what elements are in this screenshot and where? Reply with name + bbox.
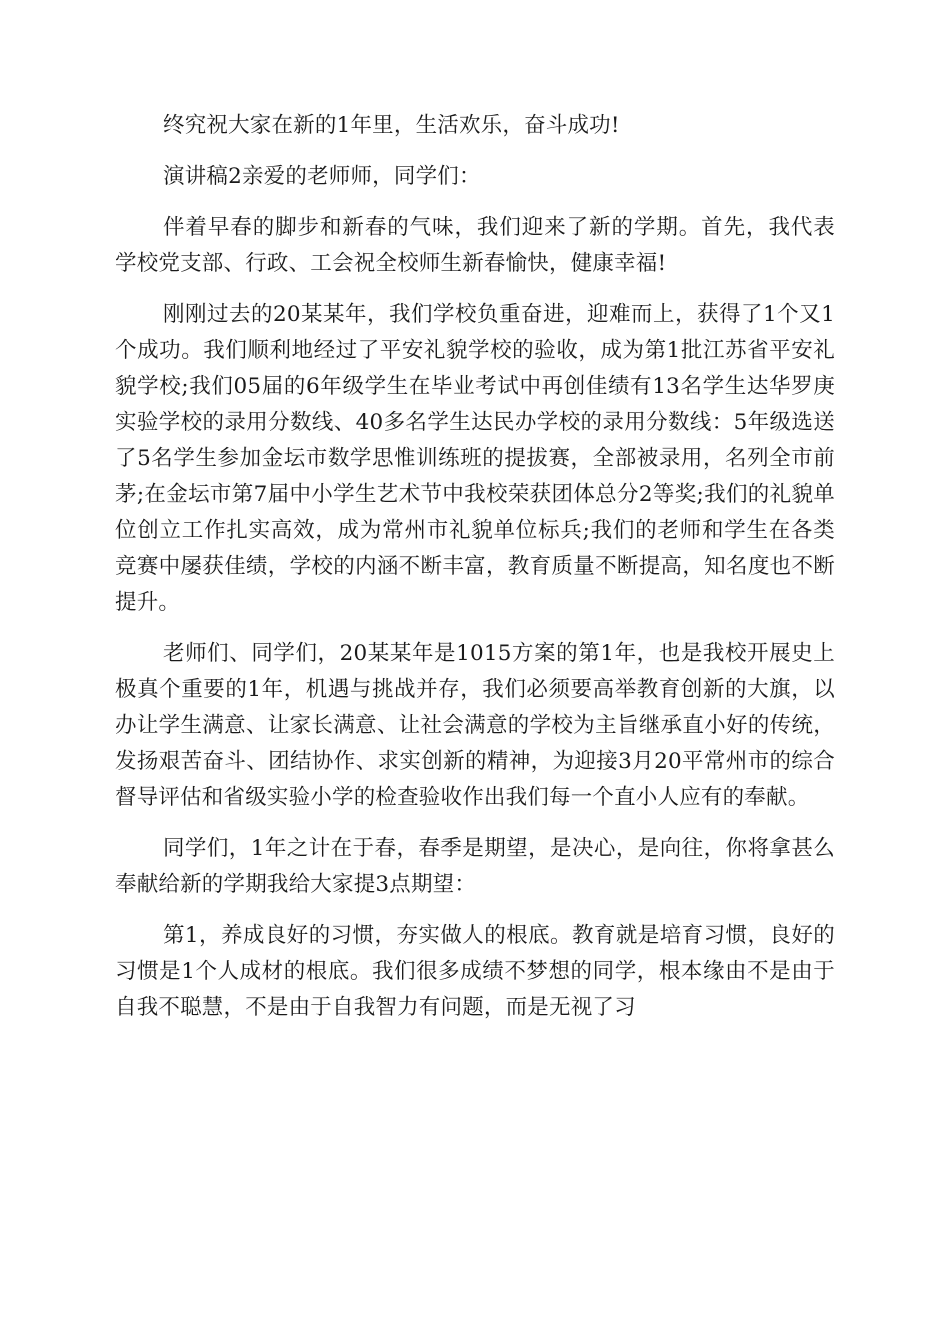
paragraph-new-semester: 伴着早春的脚步和新春的气味，我们迎来了新的学期。首先，我代表学校党支部、行政、工会祝全校师生新春愉快，健康幸福!: [115, 215, 835, 276]
paragraph-achievements: 刚刚过去的20某某年，我们学校负重奋进，迎难而上，获得了1个又1个成功。我们顺利地经过了平安礼貌学校的验收，成为第1批江苏省平安礼貌学校;我们05届的6年级学生在毕业考试中再创佳绩有13名学生达华罗庚实验学校的录用分数线、40多名学生达民办学校的录用分数线：5年级选送了5名学生参加金坛市数学思惟训练班的提拔赛，全部被录用，名列全市前茅;在金坛市第7届中小学生艺术节中我校荣获团体总分2等奖;我们的礼貌单位创立工作扎实高效，成为常州市礼貌单位标兵;我们的老师和学生在各类竞赛中屡获佳绩，学校的内涵不断丰富，教育质量不断提高，知名度也不断提升。: [115, 302, 835, 615]
paragraph-expectations-intro: 同学们，1年之计在于春，春季是期望，是决心，是向往，你将拿甚么奉献给新的学期我给大家提3点期望：: [115, 836, 835, 897]
paragraph-speech-greeting: 演讲稿2亲爱的老师师，同学们：: [163, 164, 481, 189]
document-body: [115, 108, 835, 1041]
paragraph-challenges: 老师们、同学们，20某某年是1015方案的第1年，也是我校开展史上极真个重要的1年，机遇与挑战并存，我们必须要高举教育创新的大旗，以办让学生满意、让家长满意、让社会满意的学校为主旨继承直小好的传统，发扬艰苦奋斗、团结协作、求实创新的精神，为迎接3月20平常州市的综合督导评估和省级实验小学的检查验收作出我们每一个直小人应有的奉献。: [115, 641, 835, 810]
paragraph-closing-wish: 终究祝大家在新的1年里，生活欢乐，奋斗成功!: [163, 113, 620, 138]
paragraph-first-expectation: 第1，养成良好的习惯，夯实做人的根底。教育就是培育习惯，良好的习惯是1个人成材的根底。我们很多成绩不梦想的同学，根本缘由不是由于自我不聪慧，不是由于自我智力有问题，而是无视了习: [115, 923, 835, 1020]
